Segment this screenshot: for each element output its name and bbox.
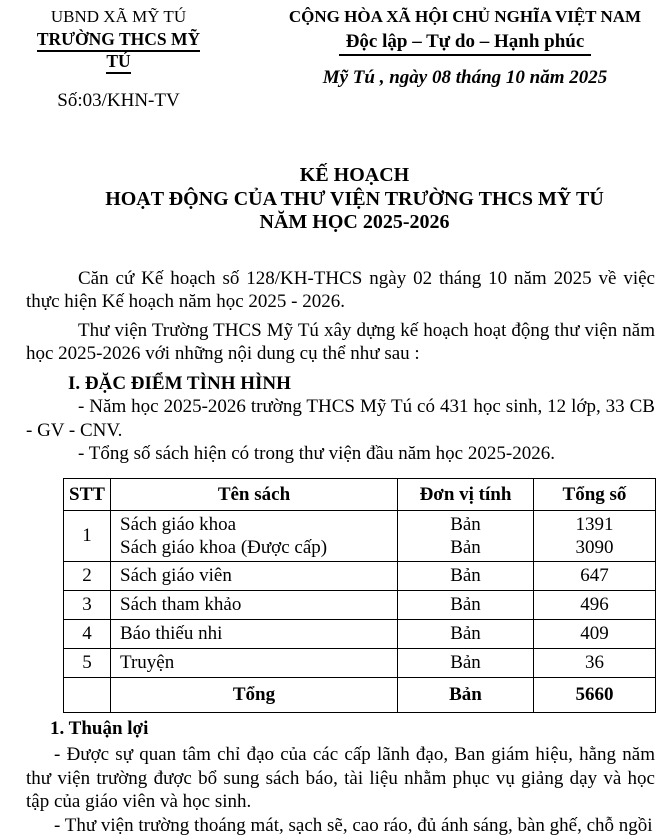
document-title [40,164,669,235]
total-row-stt-empty [64,677,111,712]
row-5-stt: 5 [64,648,111,677]
col-header-stt: STT [64,478,111,510]
row-1-total-line-1: 1391 [538,513,651,536]
col-header-total: Tổng số [534,478,656,510]
row-1-name [111,510,398,561]
total-row-label: Tổng [111,677,398,712]
row-5-name: Truyện [111,648,398,677]
row-3-total: 496 [534,590,656,619]
issuing-org-block [26,6,211,112]
total-row-value: 5660 [534,677,656,712]
subsection-1-paragraph-2: - Thư viện trường thoáng mát, sạch sẽ, cao ráo, đủ ánh sáng, bàn ghế, chỗ ngồi [26,814,655,837]
row-4-stt: 4 [64,619,111,648]
book-inventory-table [63,478,656,713]
intro-paragraph-1: Căn cứ Kế hoạch số 128/KH-THCS ngày 02 tháng 10 năm 2025 về việc thực hiện Kế hoạch năm học 2025 - 2026. [26,267,655,314]
national-header-block [275,6,655,89]
org-school-name [26,28,211,72]
col-header-name: Tên sách [111,478,398,510]
row-3-name: Sách tham khảo [111,590,398,619]
row-1-name-line-2: Sách giáo khoa (Được cấp) [120,536,393,559]
row-5-total: 36 [534,648,656,677]
subsection-1-paragraph-1: - Được sự quan tâm chỉ đạo của các cấp lãnh đạo, Ban giám hiệu, hằng năm thư viện trường được bổ sung sách báo, tài liệu nhằm phục vụ giảng dạy và học tập của giáo viên và học sinh. [26,743,655,814]
national-title: CỘNG HÒA XÃ HỘI CHỦ NGHĨA VIỆT NAM [275,6,655,28]
row-1-total [534,510,656,561]
row-1-total-line-2: 3090 [538,536,651,559]
document-header [26,6,655,112]
national-motto-text: Độc lập – Tự do – Hạnh phúc [339,31,592,56]
table-row-3 [64,590,656,619]
title-line-2: HOẠT ĐỘNG CỦA THƯ VIỆN TRƯỜNG THCS MỸ TÚ [40,188,669,212]
org-parent-name: UBND XÃ MỸ TÚ [26,6,211,28]
intro-paragraph-2: Thư viện Trường THCS Mỹ Tú xây dựng kế hoạch hoạt động thư viện năm học 2025-2026 với những nội dung cụ thể như sau : [26,319,655,366]
national-motto [275,31,655,52]
place-date-line: Mỹ Tú , ngày 08 tháng 10 năm 2025 [275,66,655,89]
title-line-3: NĂM HỌC 2025-2026 [40,211,669,235]
title-line-1: KẾ HOẠCH [40,164,669,188]
table-header-row [64,478,656,510]
row-4-total: 409 [534,619,656,648]
row-2-stt: 2 [64,561,111,590]
table-row-5 [64,648,656,677]
row-4-name: Báo thiếu nhi [111,619,398,648]
row-1-unit-line-2: Bản [402,536,529,559]
row-1-unit [398,510,534,561]
row-2-unit: Bản [398,561,534,590]
table-row-4 [64,619,656,648]
table-row-1 [64,510,656,561]
section-1-item-1: - Năm học 2025-2026 trường THCS Mỹ Tú có 431 học sinh, 12 lớp, 33 CB - GV - CNV. [26,395,655,442]
col-header-unit: Đơn vị tính [398,478,534,510]
row-1-unit-line-1: Bản [402,513,529,536]
row-4-unit: Bản [398,619,534,648]
row-2-name: Sách giáo viên [111,561,398,590]
row-5-unit: Bản [398,648,534,677]
table-total-row [64,677,656,712]
row-1-name-line-1: Sách giáo khoa [120,513,393,536]
section-1-item-2: - Tổng số sách hiện có trong thư viện đầu năm học 2025-2026. [26,442,655,466]
section-1-heading: I. ĐẶC ĐIỂM TÌNH HÌNH [26,372,655,396]
row-2-total: 647 [534,561,656,590]
doc-number: Số:03/KHN-TV [26,89,211,112]
total-row-unit: Bản [398,677,534,712]
table-row-2 [64,561,656,590]
org-school-name-text: TRƯỜNG THCS MỸ TÚ [37,29,200,74]
row-1-stt: 1 [64,510,111,561]
row-3-stt: 3 [64,590,111,619]
subsection-1-heading: 1. Thuận lợi [26,717,655,741]
row-3-unit: Bản [398,590,534,619]
